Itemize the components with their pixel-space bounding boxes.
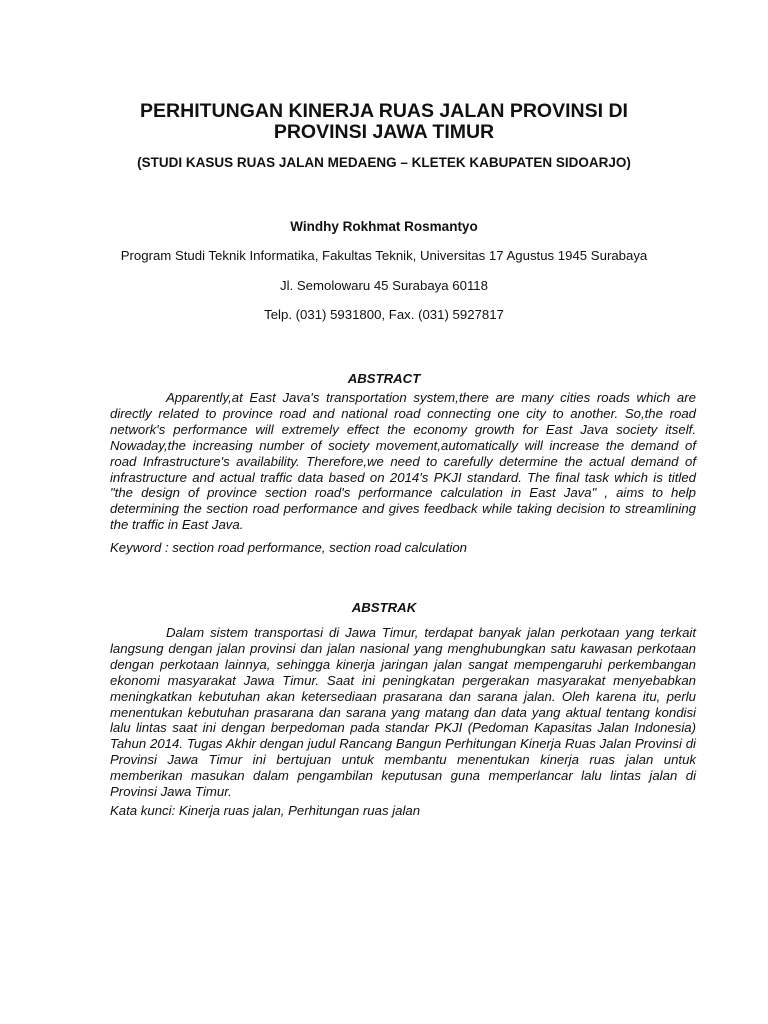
abstrak-keywords: Kata kunci: Kinerja ruas jalan, Perhitungan ruas jalan xyxy=(110,803,421,818)
abstrak-heading: ABSTRAK xyxy=(351,600,417,615)
abstract-body: Apparently,at East Java's transportation system,there are many cities roads which are directly related to province road and national road connecting one city to another. So,the road network's performance will extremely effect the economy growth for East Java society itself. Nowaday,the increasing number of society movement,automatically will increase the demand of road Infrastructure's availability. Therefore,we need to carefully determine the actual demand of infrastructure and actual traffic data based on 2014's PKJI standard. The final task which is titled "the design of province section road's performance calculation in East Java" , aims to help determining the section road performance and gives feedback while taking decision to streamlining the traffic in East Java. xyxy=(110,390,696,533)
abstrak-body: Dalam sistem transportasi di Jawa Timur, terdapat banyak jalan perkotaan yang terkait langsung dengan jalan provinsi dan jalan nasional yang menghubungkan satu kawasan perkotaan dengan perkotaan lainnya, sehingga kinerja jaringan jalan sangat mempengaruhi perkembangan ekonomi masyarakat Jawa Timur. Saat ini peningkatan pergerakan masyarakat menyebabkan meningkatkan kebutuhan akan ketersediaan prasarana dan sarana jalan. Oleh karena itu, perlu menentukan kebutuhan prasarana dan sarana yang matang dan data yang aktual tentang kondisi lalu lintas saat ini dengan berpedoman pada standar PKJI (Pedoman Kapasitas Jalan Indonesia) Tahun 2014. Tugas Akhir dengan judul Rancang Bangun Perhitungan Kinerja Ruas Jalan Provinsi di Provinsi Jawa Timur ini bertujuan untuk membantu menentukan kinerja ruas jalan untuk memberikan masukan dalam pengambilan keputusan guna memperlancar lalu lintas jalan di Provinsi Jawa Timur. xyxy=(110,625,696,800)
title-line-1: PERHITUNGAN KINERJA RUAS JALAN PROVINSI DI xyxy=(140,100,628,122)
paper-title xyxy=(80,101,688,143)
abstract-keywords: Keyword : section road performance, section road calculation xyxy=(110,540,467,555)
phone-fax: Telp. (031) 5931800, Fax. (031) 5927817 xyxy=(264,307,504,322)
paper-subtitle: (STUDI KASUS RUAS JALAN MEDAENG – KLETEK KABUPATEN SIDOARJO) xyxy=(137,155,631,170)
author-name: Windhy Rokhmat Rosmantyo xyxy=(290,219,478,234)
address: Jl. Semolowaru 45 Surabaya 60118 xyxy=(280,278,488,293)
title-line-2: PROVINSI JAWA TIMUR xyxy=(273,121,495,143)
affiliation: Program Studi Teknik Informatika, Fakultas Teknik, Universitas 17 Agustus 1945 Surabaya xyxy=(120,248,648,263)
abstract-heading: ABSTRACT xyxy=(347,371,421,386)
